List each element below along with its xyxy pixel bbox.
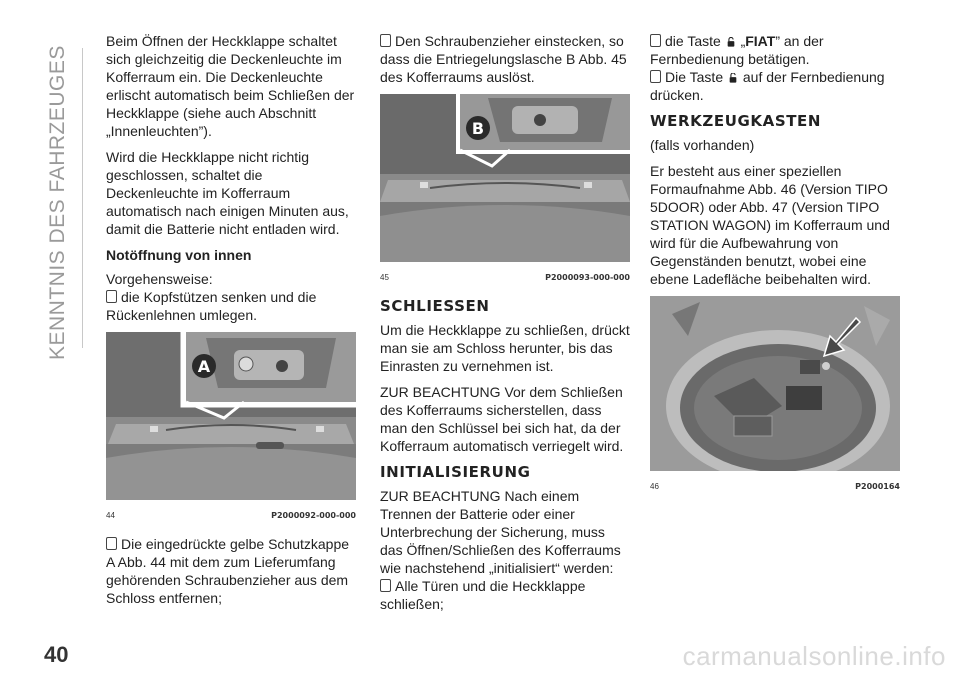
bullet-text: Die Taste <box>665 69 724 85</box>
section-heading: WERKZEUGKASTEN <box>650 112 822 130</box>
quote-open: „ <box>740 33 746 49</box>
checkbox-bullet-icon <box>380 579 391 592</box>
paragraph: ZUR BEACHTUNG Vor dem Schließen des Kofferraums sicherstellen, dass man den Schlüssel bei sich hat, da der Kofferraum automatisch verriegelt wird. <box>380 384 624 454</box>
trunk-lock-illustration <box>106 332 356 500</box>
bullet-text: auf der Fernbedienung drücken. <box>650 69 885 103</box>
section-heading: INITIALISIERUNG <box>380 463 531 481</box>
figure-45 <box>380 94 630 287</box>
figure-code: P2000092-000-000 <box>271 511 356 520</box>
bullet-text: Den Schraubenzieher einstecken, so dass die Entriegelungslasche B Abb. 45 des Kofferraums auslöst. <box>380 33 627 85</box>
paragraph: Wird die Heckklappe nicht richtig geschlossen, schaltet die Deckenleuchte im Kofferraum automatisch nach einigen Minuten aus, damit die Batterie nicht entladen wird. <box>106 149 349 237</box>
checkbox-bullet-icon <box>380 34 391 47</box>
section-heading: SCHLIESSEN <box>380 297 490 315</box>
checkbox-bullet-icon <box>106 290 117 303</box>
paragraph: Er besteht aus einer speziellen Formaufnahme Abb. 46 (Version TIPO 5DOOR) oder Abb. 47 (Version TIPO STATION WAGON) im Kofferraum und wird für die Aufbewahrung von Gegenständen benutzt, wobei eine ebene Ladefläche beibehalten wird. <box>650 163 890 287</box>
page-number: 40 <box>44 642 69 667</box>
figure-caption <box>380 266 630 287</box>
column-3 <box>650 32 900 506</box>
paragraph: ZUR BEACHTUNG Nach einem Trennen der Batterie oder einer Unterbrechung der Sicherung, muss das Öffnen/Schließen des Kofferraums wie nachstehend „initialisiert“ werden: <box>380 488 621 576</box>
checkbox-bullet-icon <box>650 70 661 83</box>
unlock-icon <box>729 73 737 83</box>
bullet-text: die Kopfstützen senken und die Rückenlehnen umlegen. <box>106 289 317 323</box>
figure-code: P2000164 <box>855 482 900 491</box>
figure-46 <box>650 296 900 496</box>
figure-caption <box>106 504 356 525</box>
bullet-text: die Taste <box>665 33 721 49</box>
bullet-item <box>650 68 900 104</box>
bullet-item <box>106 535 356 607</box>
figure-number: 46 <box>650 482 659 491</box>
bullet-text: Die eingedrückte gelbe Schutzkappe A Abb. 44 mit dem zum Lieferumfang gehörenden Schraubenzieher aus dem Schloss entfernen; <box>106 536 350 606</box>
bullet-item <box>650 32 900 68</box>
toolbox-illustration <box>650 296 900 471</box>
bullet-item <box>380 577 630 613</box>
unlock-icon <box>727 37 735 47</box>
watermark: carmanualsonline.info <box>682 641 946 671</box>
checkbox-bullet-icon <box>106 537 117 550</box>
figure-44 <box>106 332 356 525</box>
column-2 <box>380 32 630 621</box>
paragraph: Beim Öffnen der Heckklappe schaltet sich gleichzeitig die Deckenleuchte im Kofferraum ein. Die Deckenleuchte erlischt automatisch beim Schließen der Heckklappe (siehe auch Abschnitt „Innenleuchten”). <box>106 33 355 139</box>
paragraph: (falls vorhanden) <box>650 137 755 153</box>
figure-code: P2000093-000-000 <box>545 273 630 282</box>
sidebar-divider <box>82 48 83 348</box>
figure-caption <box>650 475 900 496</box>
subheading: Notöffnung von innen <box>106 247 252 263</box>
figure-callout-b: B <box>471 119 485 138</box>
release-tab-illustration <box>380 94 630 262</box>
column-1 <box>106 32 356 615</box>
brand-key-label: FIAT <box>745 33 776 49</box>
bullet-text: ” an der Fernbedienung betätigen. <box>650 33 824 67</box>
bullet-item <box>106 288 356 324</box>
procedure-label: Vorgehensweise: <box>106 271 213 287</box>
figure-number: 45 <box>380 273 389 282</box>
checkbox-bullet-icon <box>650 34 661 47</box>
bullet-item <box>380 32 630 86</box>
paragraph: Um die Heckklappe zu schließen, drückt man sie am Schloss herunter, bis das Einrasten zu vernehmen ist. <box>380 322 630 374</box>
figure-callout-a: A <box>197 357 211 376</box>
bullet-text: Alle Türen und die Heckklappe schließen; <box>380 578 586 612</box>
section-title: KENNTNIS DES FAHRZEUGES <box>46 45 69 360</box>
figure-number: 44 <box>106 511 115 520</box>
